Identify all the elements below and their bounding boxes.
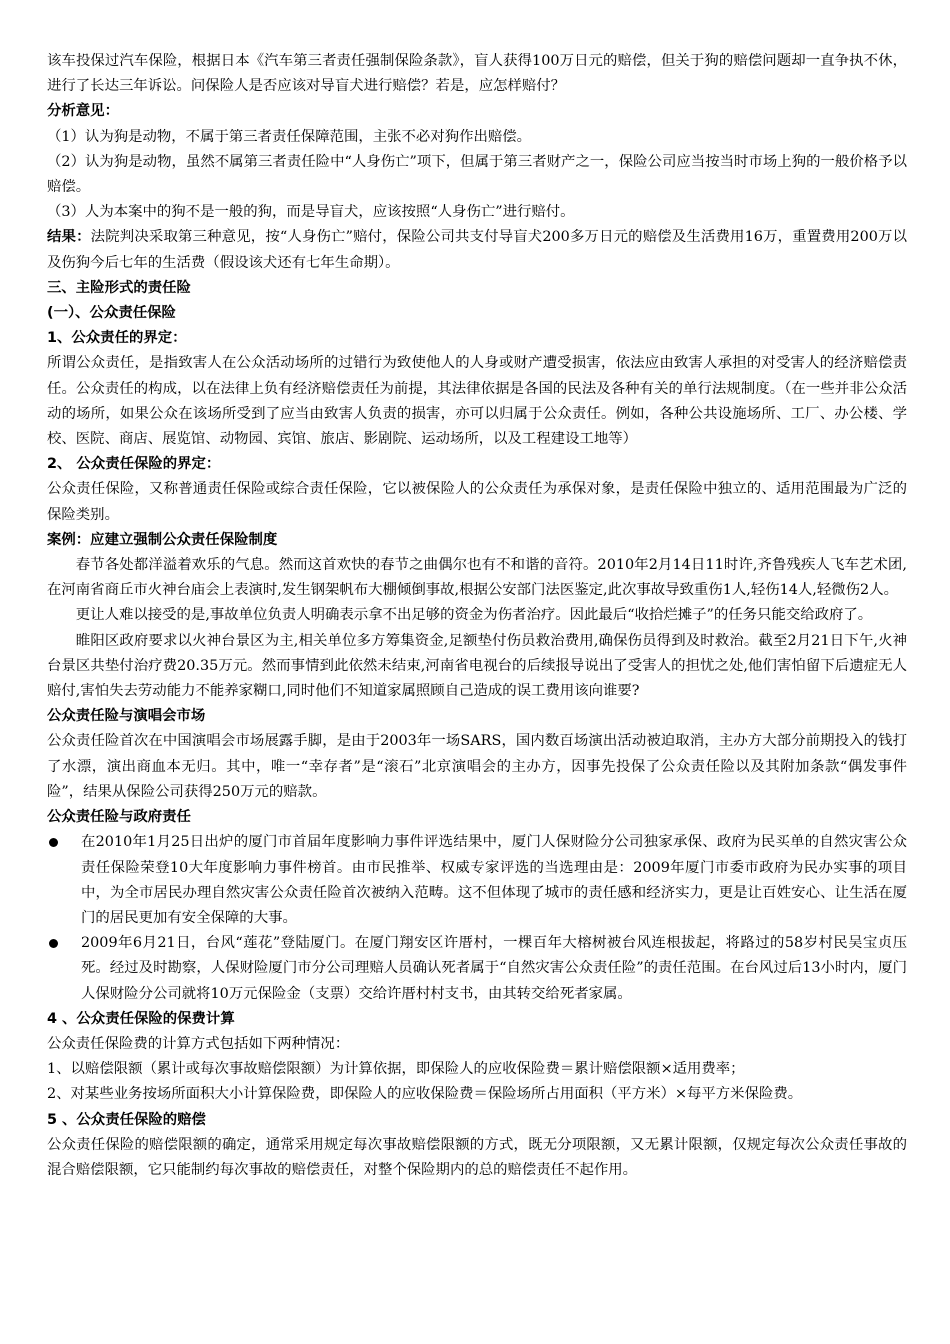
bullet-dot-icon [49, 939, 58, 948]
bullet-text: 在2010年1月25日出炉的厦门市首届年度影响力事件评选结果中，厦门人保财险分公司独家承保、政府为民买单的自然灾害公众责任保险荣登10大年度影响力事件榜首。由市民推举、权威专家评选的当选理由是：2009年厦门市委市政府为民办实事的项目中，为全市居民办理自然灾害公众责任险首次被纳入范畴。这不但体现了城市的责任感和经济实力，更是让百姓安心、让生活在厦门的居民更加有安全保障的大事。 [81, 834, 907, 926]
subsection-heading: (一）、公众责任保险 [47, 305, 176, 322]
heading-1: 1、公众责任的界定： [47, 330, 187, 347]
result-label: 结果： [47, 229, 91, 246]
bullet-item [47, 931, 907, 1007]
opinion-2: （2）认为狗是动物，虽然不属第三者责任险中“人身伤亡”项下，但属于第三者财产之一，保险公司应当按当时市场上狗的一般价格予以赔偿。 [47, 153, 907, 196]
bullet-item [47, 830, 907, 931]
case-paragraph-2: 更让人难以接受的是,事故单位负责人明确表示拿不出足够的资金为伤者治疗。因此最后“收拾烂摊子”的任务只能交给政府了。 [75, 607, 873, 624]
concert-heading: 公众责任险与演唱会市场 [47, 708, 206, 725]
intro-paragraph: 该车投保过汽车保险，根据日本《汽车第三者责任强制保险条款》，盲人获得100万日元的赔偿，但关于狗的赔偿问题却一直争执不休，进行了长达三年诉讼。问保险人是否应该对导盲犬进行赔偿？若是，应怎样赔付？ [47, 53, 907, 95]
heading-4: 4 、公众责任保险的保费计算 [47, 1010, 235, 1027]
paragraph-1: 所谓公众责任，是指致害人在公众活动场所的过错行为致使他人的人身或财产遭受损害，依法应由致害人承担的对受害人的经济赔偿责任。公众责任的构成，以在法律上负有经济赔偿责任为前提，其法律依据是各国的民法及各种有关的单行法规制度。（在一些并非公众活动的场所，如果公众在该场所受到了应当由致害人负责的损害，亦可以归属于公众责任。例如，各种公共设施场所、工厂、办公楼、学校、医院、商店、展览馆、动物园、宾馆、旅店、影剧院、运动场所，以及工程建设工地等） [47, 355, 907, 448]
result-text: 法院判决采取第三种意见，按“人身伤亡”赔付，保险公司共支付导盲犬200多万日元的赔偿及生活费用16万，重置费用200万以及伤狗今后七年的生活费（假设该犬还有七年生命期）。 [47, 229, 907, 271]
analysis-heading: 分析意见： [47, 103, 119, 120]
paragraph-4: 公众责任保险费的计算方式包括如下两种情况： [47, 1035, 350, 1052]
section-heading: 三、主险形式的责任险 [47, 279, 191, 296]
case-heading: 案例：应建立强制公众责任保险制度 [47, 531, 278, 548]
opinion-1: （1）认为狗是动物，不属于第三者责任保障范围，主张不必对狗作出赔偿。 [47, 128, 532, 145]
heading-5: 5 、公众责任保险的赔偿 [47, 1111, 206, 1128]
result-paragraph [47, 225, 907, 275]
concert-paragraph: 公众责任险首次在中国演唱会市场展露手脚，是由于2003年一场SARS，国内数百场演出活动被迫取消，主办方大部分前期投入的钱打了水漂，演出商血本无归。其中，唯一“幸存者”是“滚石”北京演唱会的主办方，因事先投保了公众责任险以及其附加条款“偶发事件险”，结果从保险公司获得250万元的赔款。 [47, 733, 907, 800]
paragraph-5: 公众责任保险的赔偿限额的确定，通常采用规定每次事故赔偿限额的方式，既无分项限额，又无累计限额，仅规定每次公众责任事故的混合赔偿限额，它只能制约每次事故的赔偿责任，对整个保险期内的总的赔偿责任不起作用。 [47, 1136, 907, 1178]
paragraph-4-item-1: 1、以赔偿限额（累计或每次事故赔偿限额）为计算依据，即保险人的应收保险费＝累计赔偿限额×适用费率； [47, 1061, 745, 1078]
case-paragraph-1: 春节各处都洋溢着欢乐的气息。然而这首欢快的春节之曲偶尔也有不和谐的音符。2010年2月14日11时许,齐鲁残疾人飞车艺术团,在河南省商丘市火神台庙会上表演时,发生钢架帆布大棚倾倒事故,根据公安部门法医鉴定,此次事故导致重伤1人,轻伤14人,轻微伤2人。 [47, 557, 907, 599]
paragraph-2: 公众责任保险，又称普通责任保险或综合责任保险，它以被保险人的公众责任为承保对象，是责任保险中独立的、适用范围最为广泛的保险类别。 [47, 481, 907, 523]
bullet-text: 2009年6月21日，台风“莲花”登陆厦门。在厦门翔安区许厝村，一棵百年大榕树被台风连根拔起，将路过的58岁村民吴宝贞压死。经过及时勘察，人保财险厦门市分公司理赔人员确认死者属于“自然灾害公众责任险”的责任范围。在台风过后13小时内，厦门人保财险分公司就将10万元保险金（支票）交给许厝村村支书，由其转交给死者家属。 [81, 935, 907, 1002]
case-paragraph-3: 睢阳区政府要求以火神台景区为主,相关单位多方筹集资金,足额垫付伤员救治费用,确保伤员得到及时救治。截至2月21日下午,火神台景区共垫付治疗费20.35万元。然而事情到此依然未结束,河南省电视台的后续报导说出了受害人的担忧之处,他们害怕留下后遗症无人赔付,害怕失去劳动能力不能养家糊口,同时他们不知道家属照顾自己造成的误工费用该向谁要? [47, 632, 907, 700]
heading-2: 2、 公众责任保险的界定： [47, 456, 221, 473]
paragraph-4-item-2: 2、对某些业务按场所面积大小计算保险费，即保险人的应收保险费＝保险场所占用面积（平方米）×每平方米保险费。 [47, 1086, 803, 1103]
opinion-3: （3）人为本案中的狗不是一般的狗，而是导盲犬，应该按照“人身伤亡”进行赔付。 [47, 204, 575, 221]
bullet-dot-icon [49, 838, 58, 847]
government-heading: 公众责任险与政府责任 [47, 809, 191, 826]
